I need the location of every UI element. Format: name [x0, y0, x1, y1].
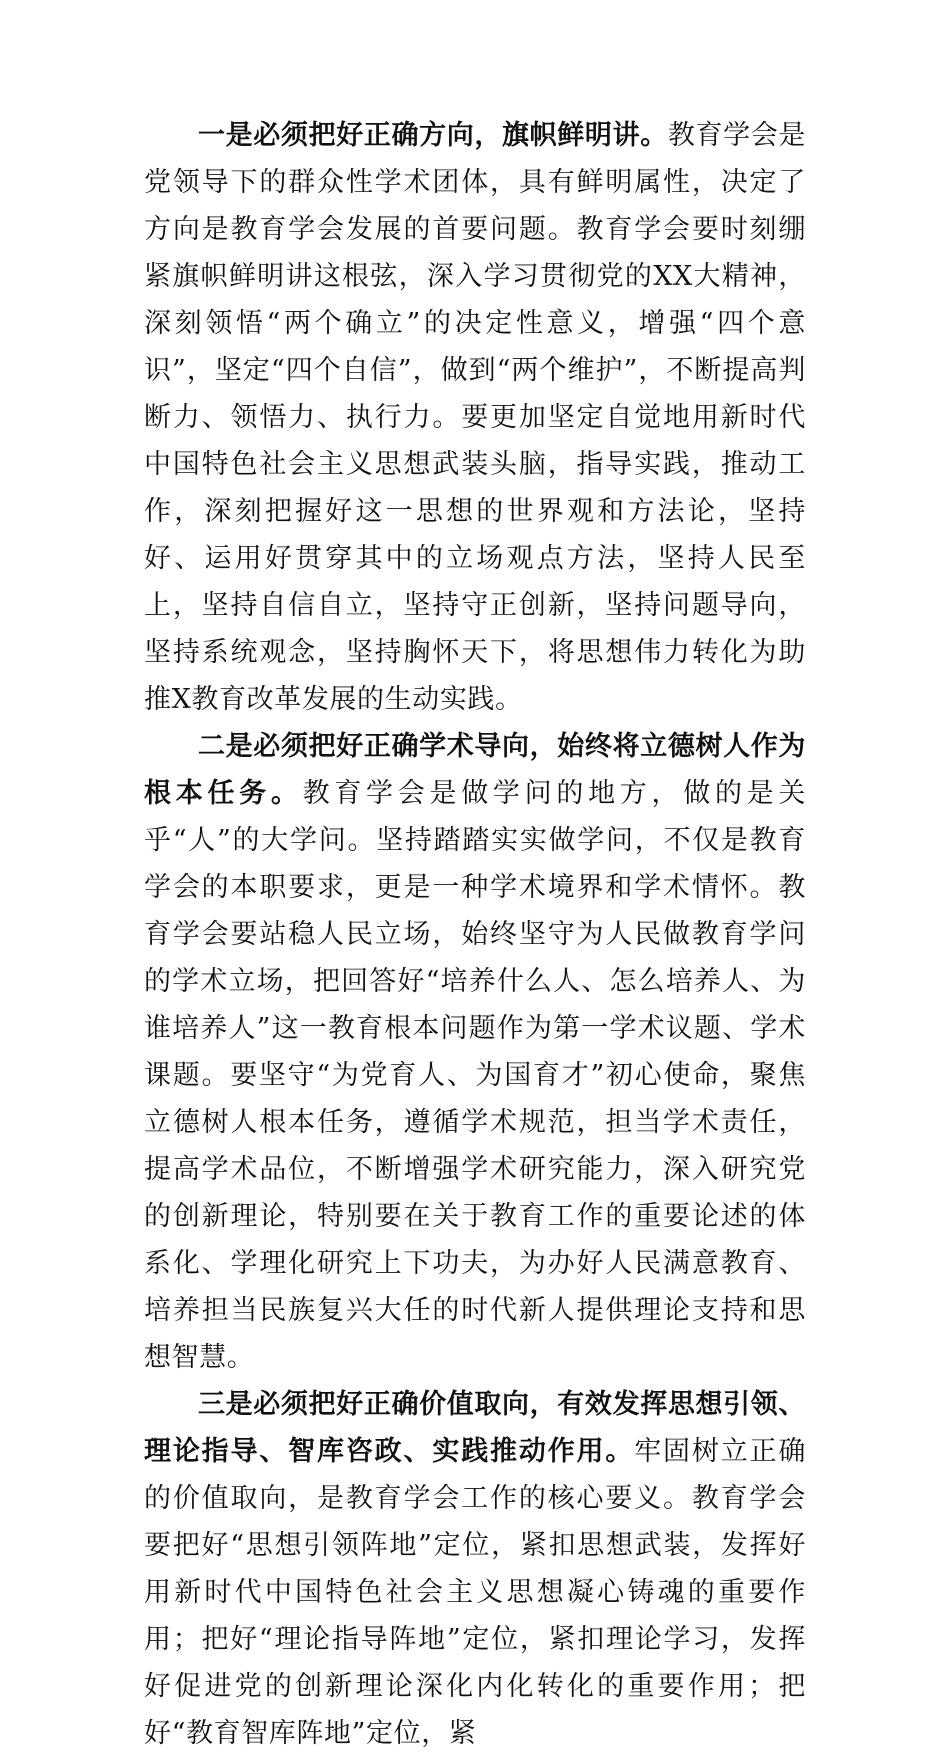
paragraph-2-body: 教育学会是做学问的地方，做的是关乎“人”的大学问。坚持踏踏实实做学问，不仅是教育学会的本职要求，更是一种学术境界和学术情怀。教育学会要站稳人民立场，始终坚守为人民做教育学问的学术立场，把回答好“培养什么人、怎么培养人、为谁培养人”这一教育根本问题作为第一学术议题、学术课题。要坚守“为党育人、为国育才”初心使命，聚焦立德树人根本任务，遵循学术规范，担当学术责任，提高学术品位，不断增强学术研究能力，深入研究党的创新理论，特别要在关于教育工作的重要论述的体系化、学理化研究上下功夫，为办好人民满意教育、培养担当民族复兴大任的时代新人提供理论支持和思想智慧。	[144, 778, 807, 1373]
paragraph-2-lead: 二是必须把好正确学术导向，始终将立德树人作为根本任务。	[144, 731, 806, 809]
paragraph-3-lead: 三是必须把好正确价值取向，有效发挥思想引领、理论指导、智库咨政、实践推动作用。	[144, 1389, 806, 1467]
paragraph-3-body: 牢固树立正确的价值取向，是教育学会工作的核心要义。教育学会要把好“思想引领阵地”定位，紧扣思想武装，发挥好用新时代中国特色社会主义思想凝心铸魂的重要作用；把好“理论指导阵地”定位，紧扣理论学习，发挥好促进党的创新理论深化内化转化的重要作用；把好“教育智库阵地”定位，紧	[144, 1436, 806, 1749]
paragraph-1-lead: 一是必须把好正确方向，旗帜鲜明讲。	[198, 120, 668, 151]
paragraph-1-body: 教育学会是党领导下的群众性学术团体，具有鲜明属性，决定了方向是教育学会发展的首要问题。教育学会要时刻绷紧旗帜鲜明讲这根弦，深入学习贯彻党的XX大精神，深刻领悟“两个确立”的决定性意义，增强“四个意识”，坚定“四个自信”，做到“两个维护”，不断提高判断力、领悟力、执行力。要更加坚定自觉地用新时代中国特色社会主义思想武装头脑，指导实践，推动工作，深刻把握好这一思想的世界观和方法论，坚持好、运用好贯穿其中的立场观点方法，坚持人民至上，坚持自信自立，坚持守正创新，坚持问题导向，坚持系统观念，坚持胸怀天下，将思想伟力转化为助推X教育改革发展的生动实践。	[144, 120, 807, 715]
paragraph-1	[144, 112, 806, 723]
paragraph-3	[144, 1381, 806, 1757]
document-body	[144, 112, 806, 1757]
paragraph-2	[144, 723, 806, 1381]
